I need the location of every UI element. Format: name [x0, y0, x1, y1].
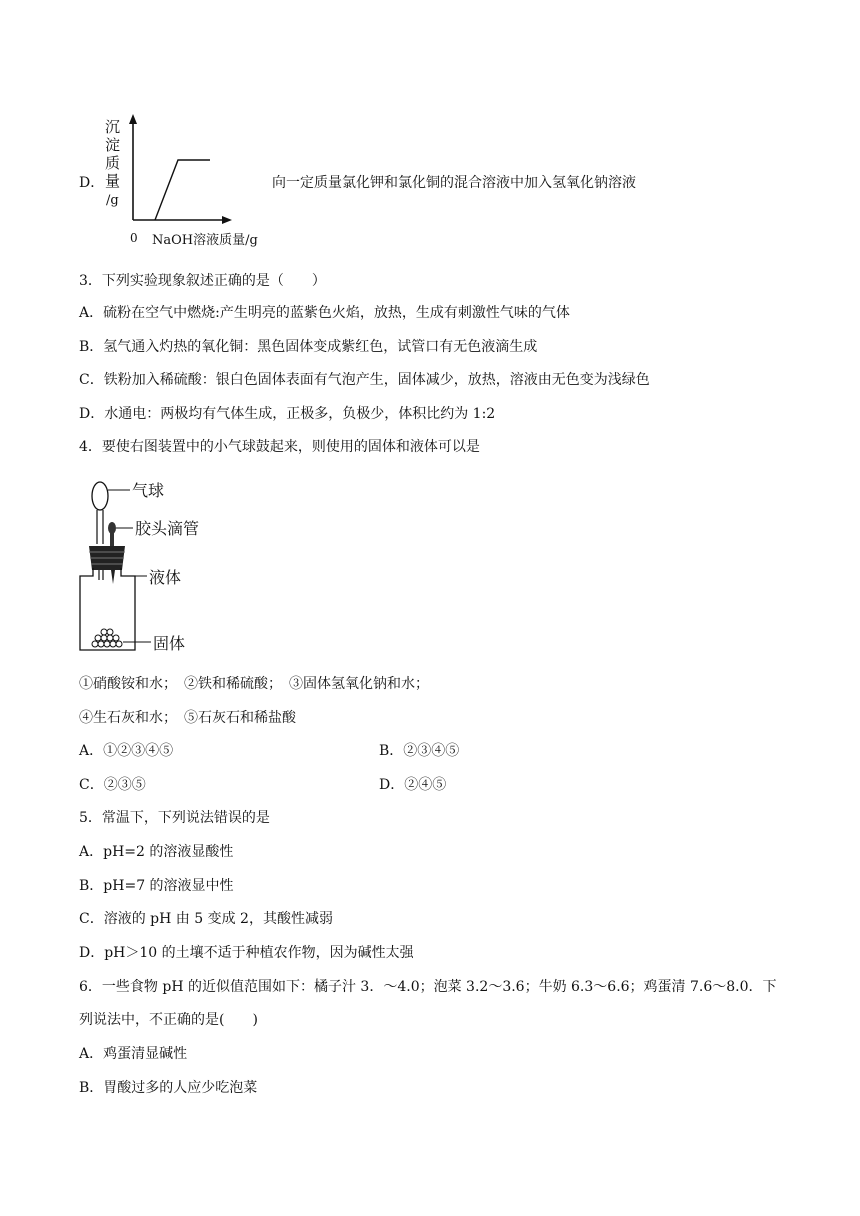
q6-option-a: A．鸡蛋清显碱性 — [79, 1046, 188, 1062]
q4-option-a: A．①②③④⑤ — [79, 743, 174, 759]
graph-y-label-2: 淀 — [105, 136, 121, 154]
graph-y-label-3: 质 — [105, 154, 121, 172]
q2-option-d-text: 向一定质量氯化钾和氯化铜的混合溶液中加入氢氧化钠溶液 — [272, 175, 636, 191]
graph-y-label-4: 量 — [105, 172, 121, 190]
q3-option-a: A．硫粉在空气中燃烧:产生明亮的蓝紫色火焰，放热，生成有刺激性气味的气体 — [79, 305, 570, 321]
q5-option-c: C．溶液的 pH 由 5 变成 2，其酸性减弱 — [79, 911, 333, 927]
q5-stem: 5．常温下，下列说法错误的是 — [79, 810, 270, 826]
q6-option-b: B．胃酸过多的人应少吃泡菜 — [79, 1080, 258, 1096]
label-liquid: 液体 — [149, 568, 182, 587]
graph-x-label: NaOH溶液质量/g — [152, 233, 258, 248]
q5-option-b: B．pH=7 的溶液显中性 — [79, 878, 234, 894]
q3-option-b: B．氢气通入灼热的氧化铜：黑色固体变成紫红色，试管口有无色液滴生成 — [79, 339, 538, 355]
q3-option-d: D．水通电：两极均有气体生成，正极多，负极少，体积比约为 1:2 — [79, 406, 496, 422]
q4-items-line1: ①硝酸铵和水； ②铁和稀硫酸； ③固体氢氧化钠和水； — [79, 676, 429, 692]
q4-items-line2: ④生石灰和水； ⑤石灰石和稀盐酸 — [79, 710, 296, 726]
graph-y-label-1: 沉 — [105, 118, 121, 136]
q3-stem: 3．下列实验现象叙述正确的是（ ） — [79, 273, 326, 289]
q4-option-c: C．②③⑤ — [79, 777, 146, 793]
balloon-apparatus — [75, 472, 235, 662]
graph-y-arrow — [129, 114, 137, 124]
precipitate-graph — [100, 110, 280, 250]
graph-origin: 0 — [130, 231, 138, 245]
label-dropper: 胶头滴管 — [135, 519, 200, 538]
label-balloon: 气球 — [132, 481, 165, 500]
balloon-shape — [92, 482, 108, 510]
q5-option-d: D．pH＞10 的土壤不适于种植农作物，因为碱性太强 — [79, 945, 414, 961]
q4-option-d: D．②④⑤ — [379, 777, 447, 793]
q6-stem-line1: 6．一些食物 pH 的近似值范围如下：橘子汁 3．～4.0；泡菜 3.2～3.6；牛奶 6.3～6.6；鸡蛋清 7.6～8.0．下 — [79, 979, 777, 995]
q4-stem: 4．要使右图装置中的小气球鼓起来，则使用的固体和液体可以是 — [79, 439, 480, 455]
graph-y-unit: /g — [106, 193, 119, 208]
graph-curve — [155, 160, 210, 220]
q4-option-b: B．②③④⑤ — [379, 743, 460, 759]
solid-pellets — [92, 629, 122, 647]
graph-x-arrow — [222, 216, 232, 224]
q2-option-d-label: D． — [79, 175, 105, 191]
q5-option-a: A．pH=2 的溶液显酸性 — [79, 844, 234, 860]
q3-option-c: C．铁粉加入稀硫酸：银白色固体表面有气泡产生，固体减少，放热，溶液由无色变为浅绿色 — [79, 372, 650, 388]
label-solid: 固体 — [153, 634, 186, 653]
q6-stem-line2: 列说法中，不正确的是( ) — [79, 1012, 258, 1028]
